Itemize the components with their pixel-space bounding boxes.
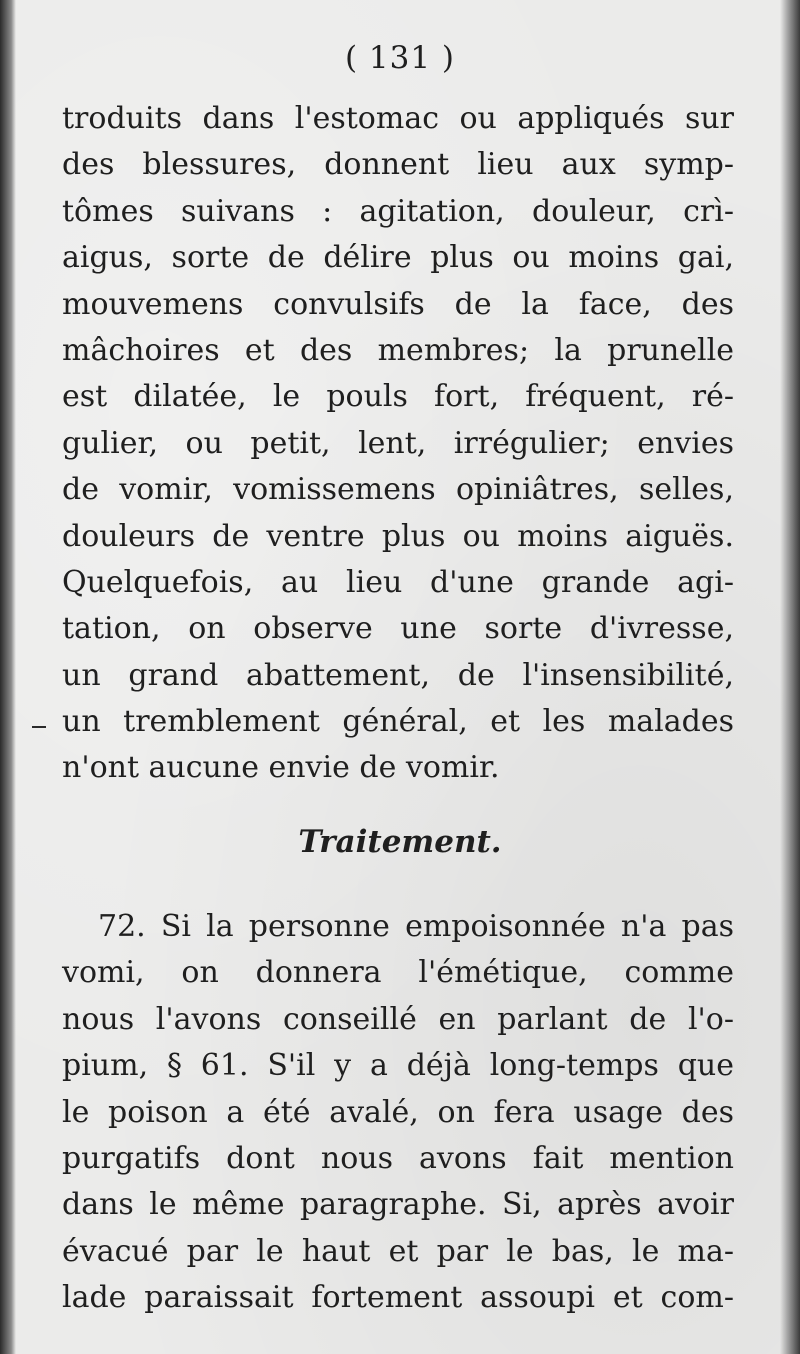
text-line: pium, § 61. S'il y a déjà long-temps que <box>62 1048 734 1084</box>
text-line: Quelquefois, au lieu d'une grande agi- <box>62 564 734 600</box>
text-line: purgatifs dont nous avons fait mention <box>62 1140 734 1176</box>
page-right-edge-shadow <box>780 0 800 1354</box>
text-line: mâchoires et des membres; la prunelle <box>62 332 734 368</box>
text-line: évacué par le haut et par le bas, le ma- <box>62 1233 734 1269</box>
text-line: n'ont aucune envie de vomir. <box>62 750 500 786</box>
text-line: des blessures, donnent lieu aux symp- <box>62 147 734 183</box>
text-line: mouvemens convulsifs de la face, des <box>62 286 734 322</box>
text-line: le poison a été avalé, on fera usage des <box>62 1094 734 1130</box>
text-line: un tremblement général, et les malades <box>62 704 734 740</box>
text-line: aigus, sorte de délire plus ou moins gai, <box>62 240 734 276</box>
text-line: vomi, on donnera l'émétique, comme <box>62 955 734 991</box>
section-heading: Traitement. <box>298 824 502 860</box>
page-number: ( 131 ) <box>344 40 456 76</box>
text-line: de vomir, vomissemens opiniâtres, selles, <box>62 472 734 508</box>
page-left-edge-shadow <box>0 0 16 1354</box>
paragraph-symptoms <box>62 96 734 792</box>
text-line: douleurs de ventre plus ou moins aiguës. <box>62 518 734 554</box>
text-line: est dilatée, le pouls fort, fréquent, ré- <box>62 379 734 415</box>
margin-dash-mark <box>32 726 46 728</box>
text-line: lade paraissait fortement assoupi et com- <box>62 1280 734 1316</box>
text-line: dans le même paragraphe. Si, après avoir <box>62 1187 734 1223</box>
text-line: troduits dans l'estomac ou appliqués sur <box>62 101 734 136</box>
text-line: un grand abattement, de l'insensibilité, <box>62 657 734 693</box>
text-line: tation, on observe une sorte d'ivresse, <box>62 611 734 647</box>
text-line: tômes suivans : agitation, douleur, crì- <box>62 193 734 229</box>
paragraph-treatment <box>62 904 734 1322</box>
text-line: 72. Si la personne empoisonnée n'a pas <box>98 909 734 944</box>
text-line: nous l'avons conseillé en parlant de l'o- <box>62 1001 734 1037</box>
text-line: gulier, ou petit, lent, irrégulier; envies <box>62 425 734 461</box>
